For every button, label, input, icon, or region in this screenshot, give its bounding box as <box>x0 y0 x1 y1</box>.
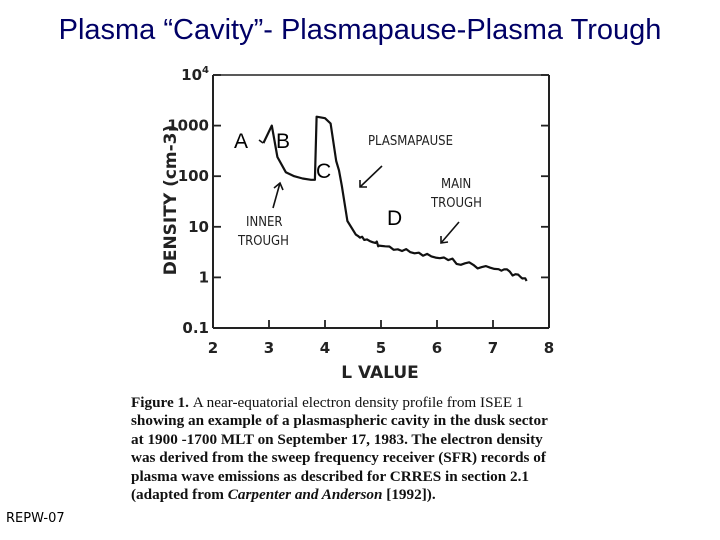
caption-authors: Carpenter and Anderson <box>227 486 383 504</box>
x-tick-label: 7 <box>487 339 499 357</box>
y-tick-label: 0.1 <box>182 319 209 337</box>
arrow-a <box>259 140 263 143</box>
caption-text-1: A near-equatorial electron density profile from ISEE 1 <box>192 394 524 411</box>
plasmapause-label: PLASMAPAUSE <box>368 134 453 149</box>
caption-text-6a: (adapted from <box>131 486 224 504</box>
x-tick-label: 4 <box>319 339 331 357</box>
caption-line-5: plasma wave emissions as described for CRRES in section 2.1 <box>131 467 529 485</box>
x-tick-labels <box>208 339 554 357</box>
caption-text-6b: [1992]). <box>386 486 436 504</box>
main-trough-label-1: MAIN <box>441 177 472 192</box>
plasmapause-arrow <box>360 166 382 187</box>
label-b: B <box>276 130 291 153</box>
main-trough-label-2: TROUGH <box>431 196 482 211</box>
y-tick-label: 100 <box>177 167 209 186</box>
label-c: C <box>316 160 332 183</box>
y-tick-label: 1000 <box>167 116 209 135</box>
y-tick-label: $10^4$ <box>181 65 209 84</box>
slide-title: Plasma “Cavity”- Plasmapause-Plasma Trough <box>58 14 662 46</box>
x-axis-title: L VALUE <box>341 363 419 383</box>
x-tick-label: 3 <box>263 339 275 357</box>
footer-code: REPW-07 <box>6 511 65 526</box>
axis-ticks <box>213 75 549 328</box>
y-tick-label: 10 <box>188 217 209 236</box>
x-tick-label: 8 <box>543 339 555 357</box>
caption-line-2: showing an example of a plasmaspheric cavity in the dusk sector <box>131 412 548 430</box>
caption-figure-label: Figure 1. <box>131 394 189 411</box>
label-a: A <box>234 130 249 153</box>
y-axis-title: DENSITY (cm-3) <box>161 124 181 276</box>
figure-caption <box>131 394 591 504</box>
caption-line-1 <box>131 394 591 412</box>
caption-line-6 <box>131 486 591 504</box>
plot-frame <box>213 75 549 328</box>
x-tick-label: 2 <box>207 339 219 357</box>
inner-trough-label-2: TROUGH <box>238 234 289 249</box>
main-trough-arrow <box>441 222 459 243</box>
label-d: D <box>387 207 403 230</box>
y-tick-label: 1 <box>198 268 209 287</box>
x-tick-label: 6 <box>431 339 443 357</box>
inner-trough-label-1: INNER <box>246 215 283 230</box>
annotation-arrows <box>259 140 459 243</box>
caption-line-4: was derived from the sweep frequency receiver (SFR) records of <box>131 449 546 467</box>
caption-line-3: at 1900 -1700 MLT on September 17, 1983. The electron density <box>131 430 543 448</box>
x-tick-label: 5 <box>375 339 387 357</box>
